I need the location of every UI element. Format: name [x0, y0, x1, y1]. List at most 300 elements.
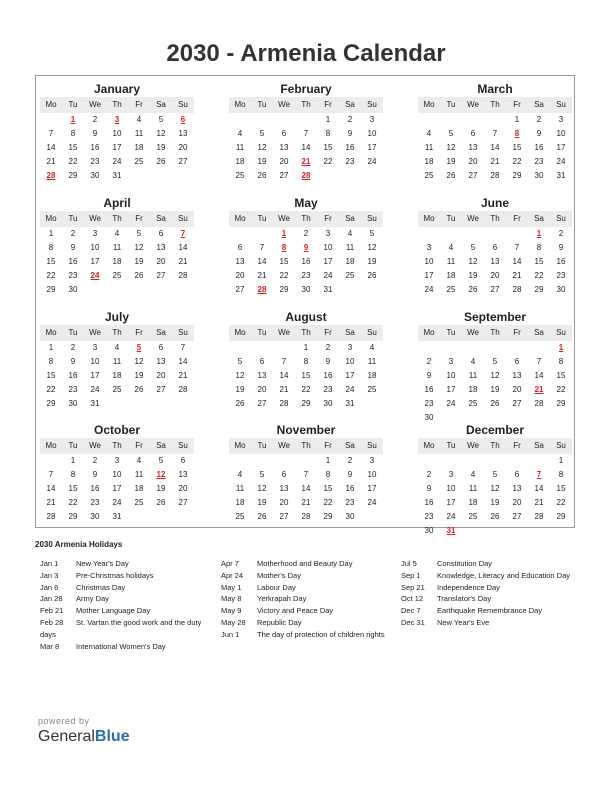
day-cell: 18: [345, 257, 355, 266]
weekday-label: We: [278, 441, 290, 450]
holiday-day-cell: 1: [558, 343, 564, 352]
day-cell: 29: [68, 512, 78, 521]
month-title: May: [294, 196, 318, 210]
day-cell: 19: [257, 498, 267, 507]
day-cell: 8: [536, 243, 542, 252]
day-cell: 6: [259, 357, 265, 366]
weekday-label: Su: [556, 328, 566, 337]
holiday-name: New Year's Eve: [437, 617, 490, 627]
day-cell: 3: [426, 243, 432, 252]
month-4: [229, 196, 383, 297]
holiday-date: May 1: [221, 582, 242, 592]
day-cell: 30: [301, 285, 311, 294]
day-cell: 14: [46, 484, 56, 493]
day-cell: 16: [534, 143, 544, 152]
weekday-label: Sa: [534, 328, 544, 337]
day-cell: 4: [136, 115, 142, 124]
weekday-label: Su: [367, 328, 377, 337]
holiday-day-cell: 21: [534, 385, 544, 394]
day-cell: 3: [558, 115, 564, 124]
day-cell: 7: [303, 470, 309, 479]
holiday-row: [40, 617, 210, 629]
day-cell: 21: [178, 257, 188, 266]
weekday-label: Th: [490, 441, 500, 450]
day-cell: 19: [468, 271, 478, 280]
holiday-name: Knowledge, Literacy and Education Day: [437, 570, 571, 580]
week-row: [229, 113, 383, 127]
empty-day-cell: [229, 454, 251, 468]
day-cell: 29: [534, 285, 544, 294]
day-cell: 7: [492, 129, 498, 138]
empty-day-cell: [273, 341, 295, 355]
day-cell: 16: [345, 143, 355, 152]
holiday-row: [401, 605, 581, 617]
weekday-header: [40, 97, 194, 113]
holiday-name: Victory and Peace Day: [257, 606, 334, 616]
empty-day-cell: [229, 227, 251, 241]
holiday-row: [221, 617, 396, 629]
day-cell: 28: [46, 512, 56, 521]
day-cell: 14: [279, 371, 289, 380]
empty-day-cell: [418, 113, 440, 127]
day-cell: 8: [325, 470, 331, 479]
month-title: March: [477, 82, 513, 96]
day-cell: 25: [134, 498, 144, 507]
day-cell: 25: [468, 399, 478, 408]
day-cell: 6: [158, 343, 164, 352]
day-cell: 17: [112, 143, 122, 152]
weekday-label: Sa: [534, 214, 544, 223]
holiday-date: Jan 6: [40, 582, 59, 592]
week-row: [40, 169, 194, 183]
day-cell: 6: [492, 243, 498, 252]
empty-day-cell: [361, 283, 383, 297]
week-row: [40, 496, 194, 510]
empty-day-cell: [506, 454, 528, 468]
week-row: [229, 355, 383, 369]
weekday-label: Su: [178, 100, 188, 109]
holiday-name: The day of protection of children rights: [257, 629, 385, 639]
week-row: [229, 269, 383, 283]
week-row: [40, 141, 194, 155]
day-cell: 3: [92, 229, 98, 238]
weekday-label: Mo: [45, 214, 57, 223]
weekday-label: Th: [112, 214, 122, 223]
holiday-name: Independence Day: [437, 582, 500, 592]
weekday-label: Fr: [135, 441, 143, 450]
day-cell: 17: [556, 143, 566, 152]
weekday-label: Fr: [513, 441, 521, 450]
day-cell: 4: [347, 229, 353, 238]
weekday-label: Tu: [446, 100, 456, 109]
day-cell: 30: [90, 512, 100, 521]
weekday-label: Fr: [135, 214, 143, 223]
day-cell: 29: [301, 399, 311, 408]
holiday-name: Republic Day: [257, 617, 302, 627]
weekday-label: Fr: [513, 328, 521, 337]
holiday-row: [221, 605, 396, 617]
holidays-title: 2030 Armenia Holidays: [35, 540, 123, 549]
weekday-label: Sa: [345, 100, 355, 109]
day-cell: 11: [468, 484, 478, 493]
day-cell: 29: [556, 399, 566, 408]
day-cell: 4: [448, 243, 454, 252]
weekday-label: Mo: [423, 441, 435, 450]
day-cell: 29: [512, 171, 522, 180]
day-cell: 10: [556, 129, 566, 138]
day-cell: 8: [48, 243, 54, 252]
weekday-label: Fr: [135, 328, 143, 337]
day-cell: 2: [347, 456, 353, 465]
holiday-date: Jan 28: [40, 594, 63, 604]
day-cell: 26: [257, 512, 267, 521]
week-row: [229, 283, 383, 297]
day-cell: 4: [114, 343, 120, 352]
holiday-day-cell: 6: [180, 115, 186, 124]
day-cell: 13: [156, 243, 166, 252]
day-cell: 20: [156, 371, 166, 380]
day-cell: 2: [303, 229, 309, 238]
day-cell: 10: [90, 243, 100, 252]
day-cell: 14: [178, 243, 188, 252]
holiday-name: Translator's Day: [437, 594, 492, 604]
day-cell: 9: [325, 357, 331, 366]
day-cell: 20: [257, 385, 267, 394]
day-cell: 20: [178, 484, 188, 493]
empty-day-cell: [528, 454, 550, 468]
day-cell: 11: [424, 143, 434, 152]
day-cell: 23: [301, 271, 311, 280]
day-cell: 3: [369, 115, 375, 124]
empty-day-cell: [484, 341, 506, 355]
holiday-row: [221, 570, 396, 582]
weekday-label: We: [89, 441, 101, 450]
empty-day-cell: [172, 283, 194, 297]
day-cell: 17: [323, 257, 333, 266]
day-cell: 12: [235, 371, 245, 380]
day-cell: 20: [156, 257, 166, 266]
day-cell: 26: [490, 512, 500, 521]
day-cell: 23: [556, 271, 566, 280]
weekday-label: Mo: [234, 214, 246, 223]
day-cell: 24: [112, 157, 122, 166]
day-cell: 13: [178, 470, 188, 479]
day-cell: 31: [345, 399, 355, 408]
day-cell: 21: [512, 271, 522, 280]
holiday-row: [40, 582, 210, 594]
holiday-name: Constitution Day: [437, 559, 493, 568]
weekday-label: Tu: [446, 214, 456, 223]
day-cell: 20: [178, 143, 188, 152]
day-cell: 21: [178, 371, 188, 380]
empty-day-cell: [484, 113, 506, 127]
day-cell: 6: [514, 470, 520, 479]
holiday-row: [221, 582, 396, 594]
day-cell: 19: [235, 385, 245, 394]
day-cell: 23: [345, 498, 355, 507]
weekday-label: Fr: [135, 100, 143, 109]
holiday-date: Jan 1: [40, 559, 59, 568]
empty-day-cell: [84, 283, 106, 297]
day-cell: 31: [112, 512, 122, 521]
day-cell: 12: [490, 484, 500, 493]
weekday-label: Su: [367, 441, 377, 450]
day-cell: 5: [448, 129, 454, 138]
day-cell: 23: [68, 271, 78, 280]
day-cell: 18: [367, 371, 377, 380]
day-cell: 7: [259, 243, 265, 252]
day-cell: 7: [303, 129, 309, 138]
day-cell: 2: [92, 456, 98, 465]
holiday-name: Army Day: [76, 594, 109, 604]
day-cell: 8: [325, 129, 331, 138]
week-row: [229, 496, 383, 510]
weekday-label: Su: [556, 441, 566, 450]
day-cell: 7: [48, 129, 54, 138]
day-cell: 19: [134, 257, 144, 266]
weekday-label: Th: [301, 441, 311, 450]
day-cell: 18: [424, 157, 434, 166]
day-cell: 5: [158, 456, 164, 465]
holiday-day-cell: 12: [156, 470, 166, 479]
day-cell: 5: [259, 470, 265, 479]
day-cell: 15: [46, 371, 56, 380]
day-cell: 1: [325, 456, 331, 465]
day-cell: 10: [90, 357, 100, 366]
day-cell: 2: [426, 357, 432, 366]
day-cell: 5: [158, 115, 164, 124]
weekday-label: Th: [490, 328, 500, 337]
weekday-header: [229, 97, 383, 113]
day-cell: 30: [424, 413, 434, 422]
weekday-label: Mo: [423, 214, 435, 223]
holiday-day-cell: 1: [536, 229, 542, 238]
holiday-row: [40, 570, 210, 582]
day-cell: 15: [512, 143, 522, 152]
day-cell: 28: [534, 399, 544, 408]
day-cell: 10: [112, 129, 122, 138]
day-cell: 25: [235, 512, 245, 521]
weekday-header: [229, 325, 383, 341]
holiday-column-1: [40, 558, 210, 652]
day-cell: 13: [512, 484, 522, 493]
week-row: [229, 227, 383, 241]
weekday-label: Fr: [513, 214, 521, 223]
day-cell: 1: [558, 456, 564, 465]
day-cell: 22: [46, 385, 56, 394]
day-cell: 23: [323, 385, 333, 394]
empty-day-cell: [418, 454, 440, 468]
month-title: June: [480, 196, 509, 210]
week-row: [418, 496, 572, 510]
week-row: [229, 510, 383, 524]
day-cell: 24: [345, 385, 355, 394]
month-title: July: [104, 310, 129, 324]
week-row: [418, 355, 572, 369]
day-cell: 17: [367, 484, 377, 493]
day-cell: 1: [303, 343, 309, 352]
day-cell: 16: [345, 484, 355, 493]
weekday-label: Mo: [234, 100, 246, 109]
holiday-row: [221, 558, 396, 570]
day-cell: 27: [235, 285, 245, 294]
holiday-date: Dec 31: [401, 617, 425, 627]
empty-day-cell: [251, 227, 273, 241]
day-cell: 13: [235, 257, 245, 266]
day-cell: 1: [514, 115, 520, 124]
day-cell: 17: [446, 385, 456, 394]
day-cell: 27: [178, 157, 188, 166]
weekday-label: Mo: [234, 441, 246, 450]
day-cell: 2: [70, 229, 76, 238]
day-cell: 24: [323, 271, 333, 280]
holiday-column-3: [401, 558, 581, 629]
day-cell: 25: [424, 171, 434, 180]
month-title: October: [93, 423, 140, 437]
day-cell: 3: [92, 343, 98, 352]
day-cell: 29: [279, 285, 289, 294]
day-cell: 18: [134, 484, 144, 493]
weekday-label: We: [278, 100, 290, 109]
day-cell: 13: [178, 129, 188, 138]
holiday-date: Feb 28: [40, 617, 64, 627]
day-cell: 8: [48, 357, 54, 366]
day-cell: 5: [136, 229, 142, 238]
weekday-label: Fr: [513, 100, 521, 109]
day-cell: 18: [235, 498, 245, 507]
day-cell: 16: [68, 257, 78, 266]
week-row: [418, 454, 572, 468]
holiday-name: St. Vartan the good work and the duty: [76, 617, 202, 627]
day-cell: 11: [134, 129, 144, 138]
day-cell: 12: [468, 257, 478, 266]
weekday-label: Tu: [257, 328, 267, 337]
month-title: April: [103, 196, 131, 210]
empty-day-cell: [361, 510, 383, 524]
month-title: January: [93, 82, 141, 96]
empty-day-cell: [172, 510, 194, 524]
day-cell: 10: [112, 470, 122, 479]
day-cell: 10: [367, 129, 377, 138]
day-cell: 24: [90, 385, 100, 394]
empty-day-cell: [317, 169, 339, 183]
holiday-name: Mother Language Day: [76, 606, 151, 616]
day-cell: 24: [112, 498, 122, 507]
day-cell: 30: [323, 399, 333, 408]
day-cell: 27: [468, 171, 478, 180]
week-row: [40, 383, 194, 397]
holiday-column-2: [221, 558, 396, 641]
holiday-date: Feb 21: [40, 606, 64, 616]
holiday-row: [40, 558, 210, 570]
week-row: [418, 510, 572, 524]
holiday-name: Christmas Day: [76, 582, 126, 592]
day-cell: 26: [235, 399, 245, 408]
day-cell: 6: [514, 357, 520, 366]
day-cell: 11: [468, 371, 478, 380]
holiday-day-cell: 28: [46, 171, 56, 180]
day-cell: 15: [323, 484, 333, 493]
day-cell: 4: [136, 456, 142, 465]
empty-day-cell: [528, 524, 550, 538]
weekday-header: [418, 325, 572, 341]
day-cell: 26: [134, 385, 144, 394]
weekday-label: Su: [367, 214, 377, 223]
weekday-header: [40, 325, 194, 341]
day-cell: 27: [178, 498, 188, 507]
day-cell: 18: [235, 157, 245, 166]
weekday-label: Su: [367, 100, 377, 109]
day-cell: 19: [156, 484, 166, 493]
weekday-label: Fr: [324, 328, 332, 337]
day-cell: 10: [323, 243, 333, 252]
day-cell: 25: [134, 157, 144, 166]
holiday-name: International Women's Day: [76, 641, 166, 651]
empty-day-cell: [40, 454, 62, 468]
day-cell: 29: [323, 512, 333, 521]
empty-day-cell: [462, 113, 484, 127]
day-cell: 31: [556, 171, 566, 180]
week-row: [40, 241, 194, 255]
empty-day-cell: [484, 524, 506, 538]
day-cell: 27: [512, 399, 522, 408]
empty-day-cell: [462, 454, 484, 468]
holiday-row: [40, 641, 210, 653]
week-row: [229, 397, 383, 411]
day-cell: 27: [156, 271, 166, 280]
week-row: [418, 397, 572, 411]
day-cell: 24: [424, 285, 434, 294]
holiday-row: [221, 593, 396, 605]
day-cell: 11: [367, 357, 377, 366]
empty-day-cell: [150, 283, 172, 297]
weekday-label: Mo: [45, 328, 57, 337]
month-2: [418, 82, 572, 183]
month-title: September: [463, 310, 527, 324]
day-cell: 30: [345, 512, 355, 521]
day-cell: 8: [70, 470, 76, 479]
day-cell: 4: [237, 129, 243, 138]
empty-day-cell: [506, 524, 528, 538]
day-cell: 14: [512, 257, 522, 266]
weekday-header: [418, 97, 572, 113]
month-1: [229, 82, 383, 183]
holiday-date: Oct 12: [401, 594, 424, 604]
empty-day-cell: [172, 397, 194, 411]
day-cell: 17: [90, 257, 100, 266]
month-10: [229, 423, 383, 524]
day-cell: 21: [534, 498, 544, 507]
day-cell: 14: [534, 484, 544, 493]
month-3: [40, 196, 194, 297]
day-cell: 3: [325, 229, 331, 238]
day-cell: 9: [426, 484, 432, 493]
holiday-name: Motherhood and Beauty Day: [257, 559, 353, 568]
week-row: [418, 169, 572, 183]
day-cell: 13: [468, 143, 478, 152]
holiday-day-cell: 31: [446, 526, 456, 535]
holiday-date: Jul 5: [401, 559, 417, 568]
day-cell: 28: [512, 285, 522, 294]
empty-day-cell: [339, 283, 361, 297]
empty-day-cell: [251, 113, 273, 127]
day-cell: 4: [470, 470, 476, 479]
month-11: [418, 423, 572, 538]
day-cell: 13: [279, 143, 289, 152]
day-cell: 29: [46, 399, 56, 408]
holiday-date: Mar 8: [40, 641, 60, 651]
holiday-row: [40, 629, 210, 641]
